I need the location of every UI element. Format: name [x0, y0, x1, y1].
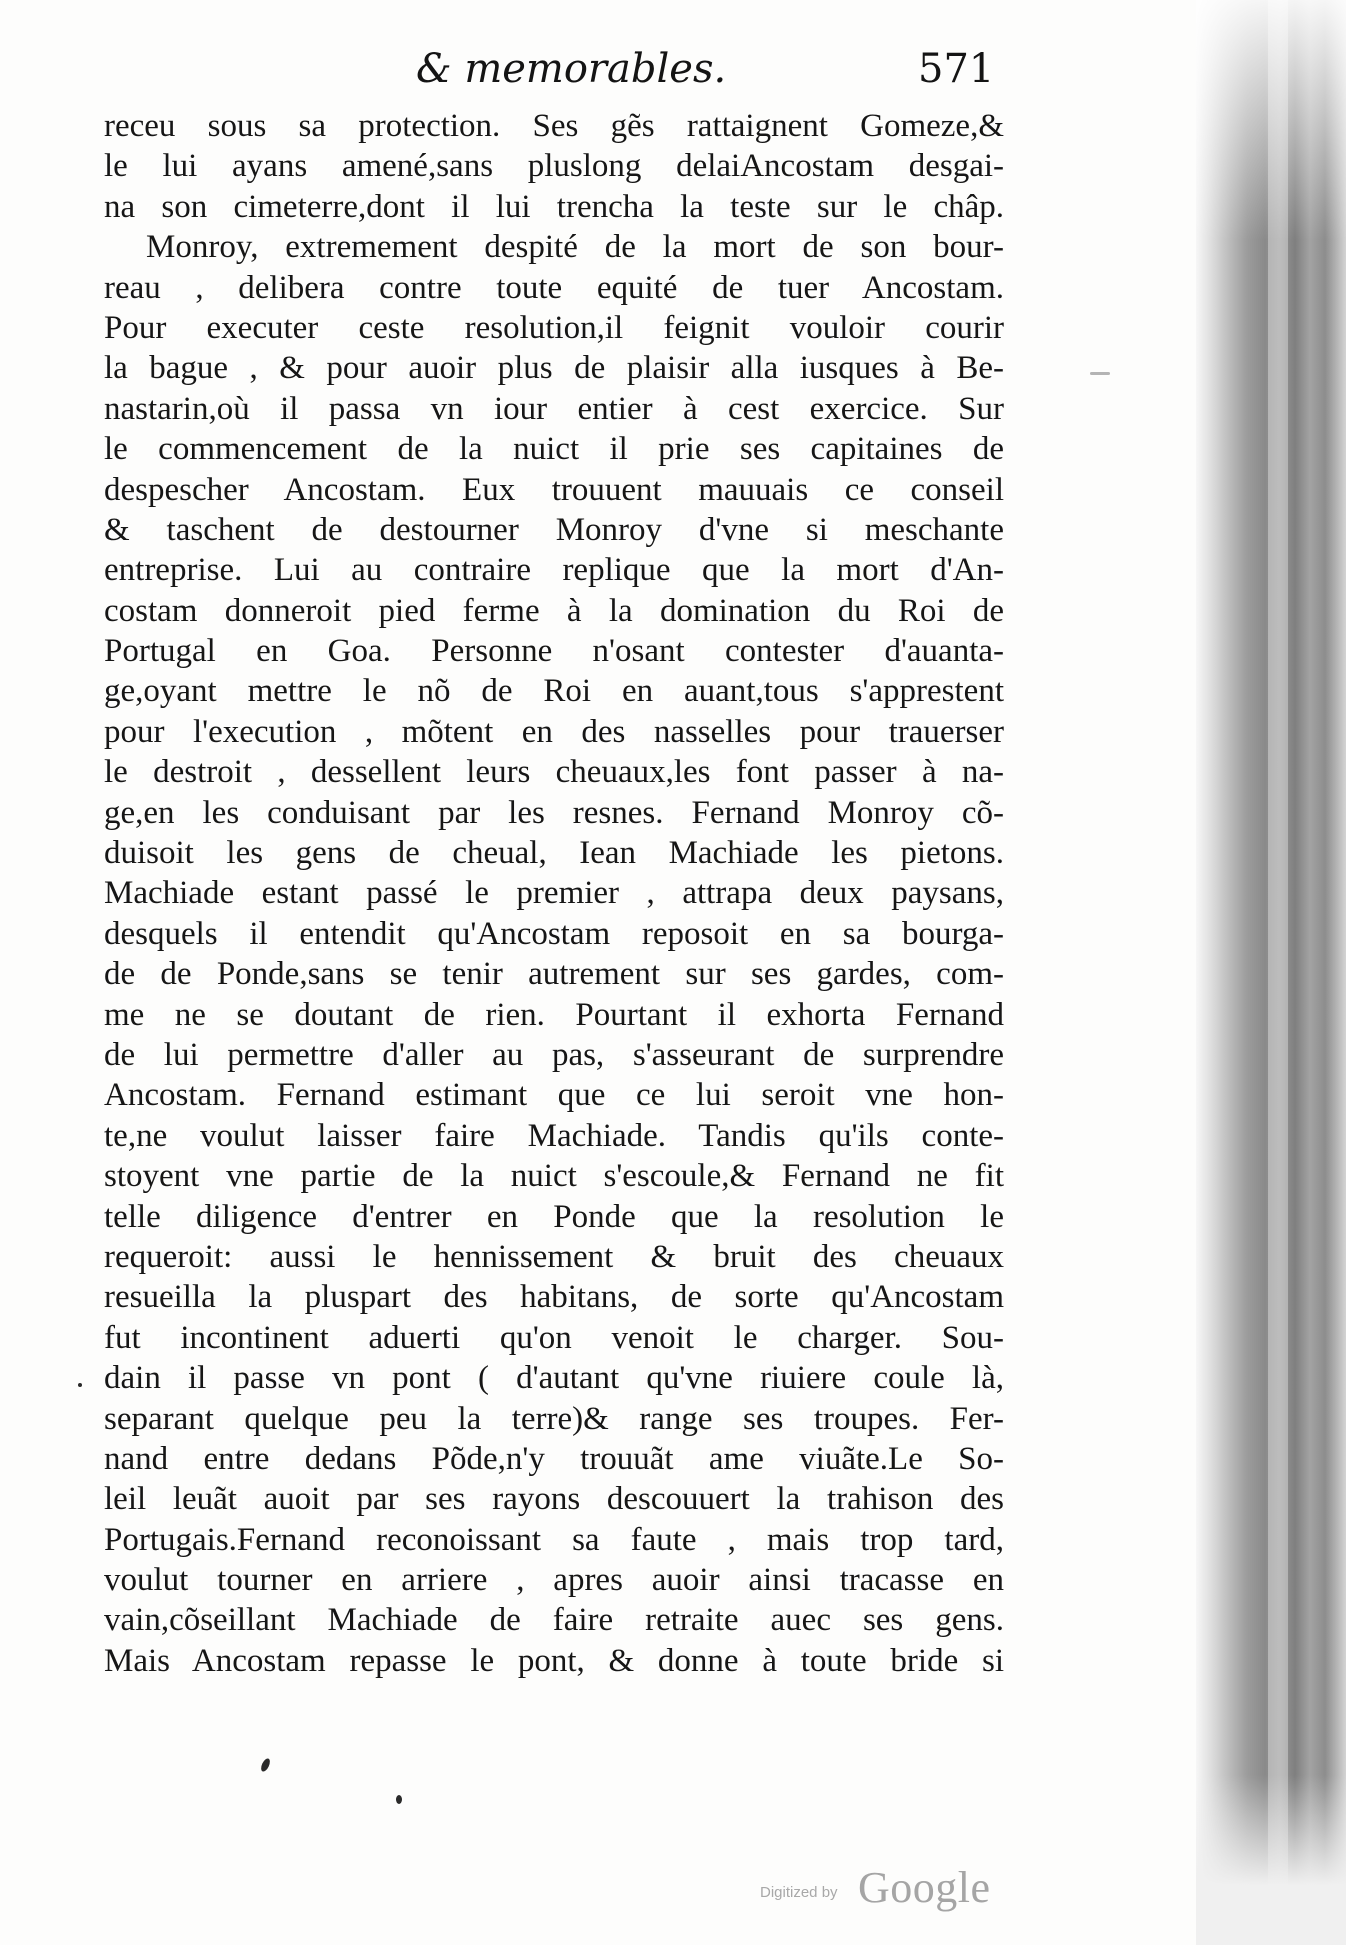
text-line: le destroit , dessellent leurs cheuaux,les font passer à na-	[104, 754, 1004, 791]
text-line: Portugal en Goa. Personne n'osant contester d'auanta-	[104, 633, 1004, 670]
text-line: me ne se doutant de rien. Pourtant il exhorta Fernand	[104, 996, 1004, 1033]
ink-speck	[78, 1383, 82, 1387]
text-line: duisoit les gens de cheual, Iean Machiade les pietons.	[104, 835, 1004, 872]
text-line: receu sous sa protection. Ses gẽs rattaignent Gomeze,&	[104, 108, 1004, 144]
text-line: Machiade estant passé le premier , attrapa deux paysans,	[104, 875, 1004, 912]
text-line: ge,en les conduisant par les resnes. Fernand Monroy cõ-	[104, 794, 1004, 831]
text-line: la bague , & pour auoir plus de plaisir alla iusques à Be-	[104, 350, 1004, 387]
text-line: na son cimeterre,dont il lui trencha la teste sur le châp.	[104, 188, 1004, 225]
google-watermark-logo: Google	[858, 1863, 991, 1912]
binding-edge-top-fade	[1196, 0, 1346, 240]
binding-edge-bottom-fade	[1196, 1775, 1346, 1945]
text-line: ge,oyant mettre le nõ de Roi en auant,tous s'apprestent	[104, 673, 1004, 710]
text-line: nand entre dedans Põde,n'y trouuãt ame viuãte.Le So-	[104, 1440, 1004, 1477]
digitized-by-label: Digitized by	[760, 1884, 838, 1901]
text-line: le lui ayans amené,sans pluslong delaiAncostam desgai-	[104, 148, 1004, 185]
text-line: voulut tourner en arriere , apres auoir ainsi tracasse en	[104, 1562, 1004, 1599]
text-line: stoyent vne partie de la nuict s'escoule,& Fernand ne fit	[104, 1158, 1004, 1195]
text-line: dain il passe vn pont ( d'autant qu'vne riuiere coule là,	[104, 1360, 1004, 1397]
text-line: despescher Ancostam. Eux trouuent mauuais ce conseil	[104, 471, 1004, 508]
text-line: entreprise. Lui au contraire replique que la mort d'An-	[104, 552, 1004, 589]
body-text	[104, 106, 1004, 1681]
text-line: Portugais.Fernand reconoissant sa faute , mais trop tard,	[104, 1521, 1004, 1558]
text-line: Ancostam. Fernand estimant que ce lui seroit vne hon-	[104, 1077, 1004, 1114]
text-line: separant quelque peu la terre)& range ses troupes. Fer-	[104, 1400, 1004, 1437]
binding-edge-highlight	[1268, 0, 1288, 1945]
ink-speck	[396, 1795, 402, 1804]
text-line: requeroit: aussi le hennissement & bruit des cheuaux	[104, 1238, 1004, 1275]
text-line: desquels il entendit qu'Ancostam reposoit en sa bourga-	[104, 915, 1004, 952]
text-line: pour l'execution , mõtent en des nasselles pour trauerser	[104, 713, 1004, 750]
text-line: Monroy, extremement despité de la mort de son bour-	[146, 229, 1004, 266]
text-line: vain,cõseillant Machiade de faire retraite auec ses gens.	[104, 1602, 1004, 1639]
text-line: fut incontinent aduerti qu'on venoit le charger. Sou-	[104, 1319, 1004, 1356]
text-line: Mais Ancostam repasse le pont, & donne à toute bride si	[104, 1642, 1004, 1679]
ink-speck	[259, 1757, 271, 1773]
page-number: 571	[918, 46, 995, 92]
text-line: te,ne voulut laisser faire Machiade. Tandis qu'ils conte-	[104, 1117, 1004, 1154]
text-line: de lui permettre d'aller au pas, s'asseurant de surprendre	[104, 1036, 1004, 1073]
text-line: de de Ponde,sans se tenir autrement sur ses gardes, com-	[104, 956, 1004, 993]
text-line: reau , delibera contre toute equité de tuer Ancostam.	[104, 269, 1004, 306]
text-line: telle diligence d'entrer en Ponde que la resolution le	[104, 1198, 1004, 1235]
running-title: & memorables.	[416, 46, 727, 92]
text-line: Pour executer ceste resolution,il feignit vouloir courir	[104, 309, 1004, 346]
running-head	[130, 46, 1020, 106]
scan-smudge	[1090, 372, 1110, 375]
text-line: & taschent de destourner Monroy d'vne si meschante	[104, 511, 1004, 548]
text-line: costam donneroit pied ferme à la domination du Roi de	[104, 592, 1004, 629]
text-line: le commencement de la nuict il prie ses capitaines de	[104, 431, 1004, 468]
text-line: leil leuãt auoit par ses rayons descouuert la trahison des	[104, 1481, 1004, 1518]
text-line: nastarin,où il passa vn iour entier à cest exercice. Sur	[104, 390, 1004, 427]
text-line: resueilla la pluspart des habitans, de sorte qu'Ancostam	[104, 1279, 1004, 1316]
